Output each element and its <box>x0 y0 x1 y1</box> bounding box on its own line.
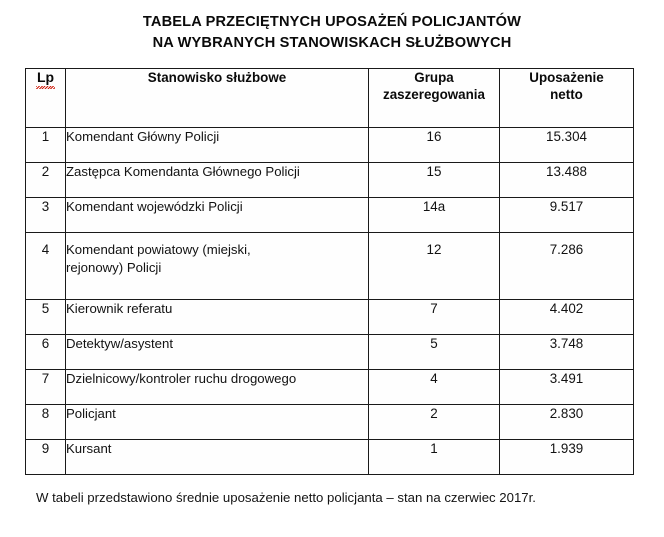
footnote-content: W tabeli przedstawiono średnie uposażenie netto policjanta – stan na czerwiec 2017r. <box>36 490 536 505</box>
table-row <box>26 163 634 198</box>
cell-position-line1: Detektyw/asystent <box>66 336 174 351</box>
title-line-2: NA WYBRANYCH STANOWISKACH SŁUŻBOWYCH <box>152 35 512 51</box>
cell-lp: 8 <box>26 405 66 440</box>
column-header-group-line2: zaszeregowania <box>383 87 485 102</box>
cell-pay: 13.488 <box>500 163 634 198</box>
column-header-position: Stanowisko służbowe <box>66 69 369 128</box>
table-row <box>26 370 634 405</box>
cell-group: 15 <box>369 163 500 198</box>
cell-group: 7 <box>369 300 500 335</box>
cell-lp: 1 <box>26 128 66 163</box>
cell-lp: 5 <box>26 300 66 335</box>
cell-position-line1: Kursant <box>66 441 112 456</box>
cell-pay: 3.491 <box>500 370 634 405</box>
cell-pay: 2.830 <box>500 405 634 440</box>
table-header-row <box>26 69 634 128</box>
cell-position-line1: Policjant <box>66 406 116 421</box>
cell-position-line1: Kierownik referatu <box>66 301 173 316</box>
cell-pay: 1.939 <box>500 440 634 475</box>
cell-position-line1: Komendant powiatowy (miejski, <box>66 242 251 257</box>
cell-group: 1 <box>369 440 500 475</box>
cell-position <box>66 128 369 163</box>
cell-position <box>66 440 369 475</box>
cell-pay: 15.304 <box>500 128 634 163</box>
cell-position <box>66 198 369 233</box>
cell-group: 12 <box>369 233 500 300</box>
cell-lp: 9 <box>26 440 66 475</box>
cell-position <box>66 163 369 198</box>
cell-position-line2: rejonowy) Policji <box>66 260 162 275</box>
cell-pay: 4.402 <box>500 300 634 335</box>
table-row <box>26 405 634 440</box>
cell-lp: 4 <box>26 233 66 300</box>
cell-position <box>66 370 369 405</box>
table-header <box>26 69 634 128</box>
table-row <box>26 198 634 233</box>
cell-position-line1: Dzielnicowy/kontroler ruchu drogowego <box>66 371 297 386</box>
cell-position-line1: Komendant Główny Policji <box>66 129 220 144</box>
title-line-1: TABELA PRZECIĘTNYCH UPOSAŻEŃ POLICJANTÓW <box>142 14 522 30</box>
cell-lp: 3 <box>26 198 66 233</box>
column-header-pay <box>500 69 634 128</box>
page-title <box>0 0 664 54</box>
cell-position <box>66 335 369 370</box>
column-header-lp <box>26 69 66 128</box>
cell-position-line1: Komendant wojewódzki Policji <box>66 199 243 214</box>
column-header-group-line1: Grupa <box>414 70 454 85</box>
cell-group: 2 <box>369 405 500 440</box>
column-header-pay-line2: netto <box>550 87 583 102</box>
cell-group: 5 <box>369 335 500 370</box>
table-row <box>26 335 634 370</box>
cell-position-line1: Zastępca Komendanta Głównego Policji <box>66 164 300 179</box>
table-body <box>26 128 634 475</box>
wages-table <box>25 68 634 475</box>
cell-pay: 9.517 <box>500 198 634 233</box>
cell-group: 4 <box>369 370 500 405</box>
cell-position <box>66 233 369 300</box>
table-row <box>26 440 634 475</box>
cell-position <box>66 405 369 440</box>
cell-group: 14a <box>369 198 500 233</box>
lp-spellcheck-text: Lp <box>36 69 55 85</box>
wages-table-container <box>25 68 633 475</box>
cell-pay: 3.748 <box>500 335 634 370</box>
footnote-text <box>36 486 625 509</box>
cell-lp: 7 <box>26 370 66 405</box>
cell-position <box>66 300 369 335</box>
table-row <box>26 128 634 163</box>
table-row <box>26 300 634 335</box>
cell-pay: 7.286 <box>500 233 634 300</box>
cell-lp: 6 <box>26 335 66 370</box>
column-header-pay-line1: Uposażenie <box>529 70 604 85</box>
cell-lp: 2 <box>26 163 66 198</box>
cell-group: 16 <box>369 128 500 163</box>
column-header-group <box>369 69 500 128</box>
table-row <box>26 233 634 300</box>
